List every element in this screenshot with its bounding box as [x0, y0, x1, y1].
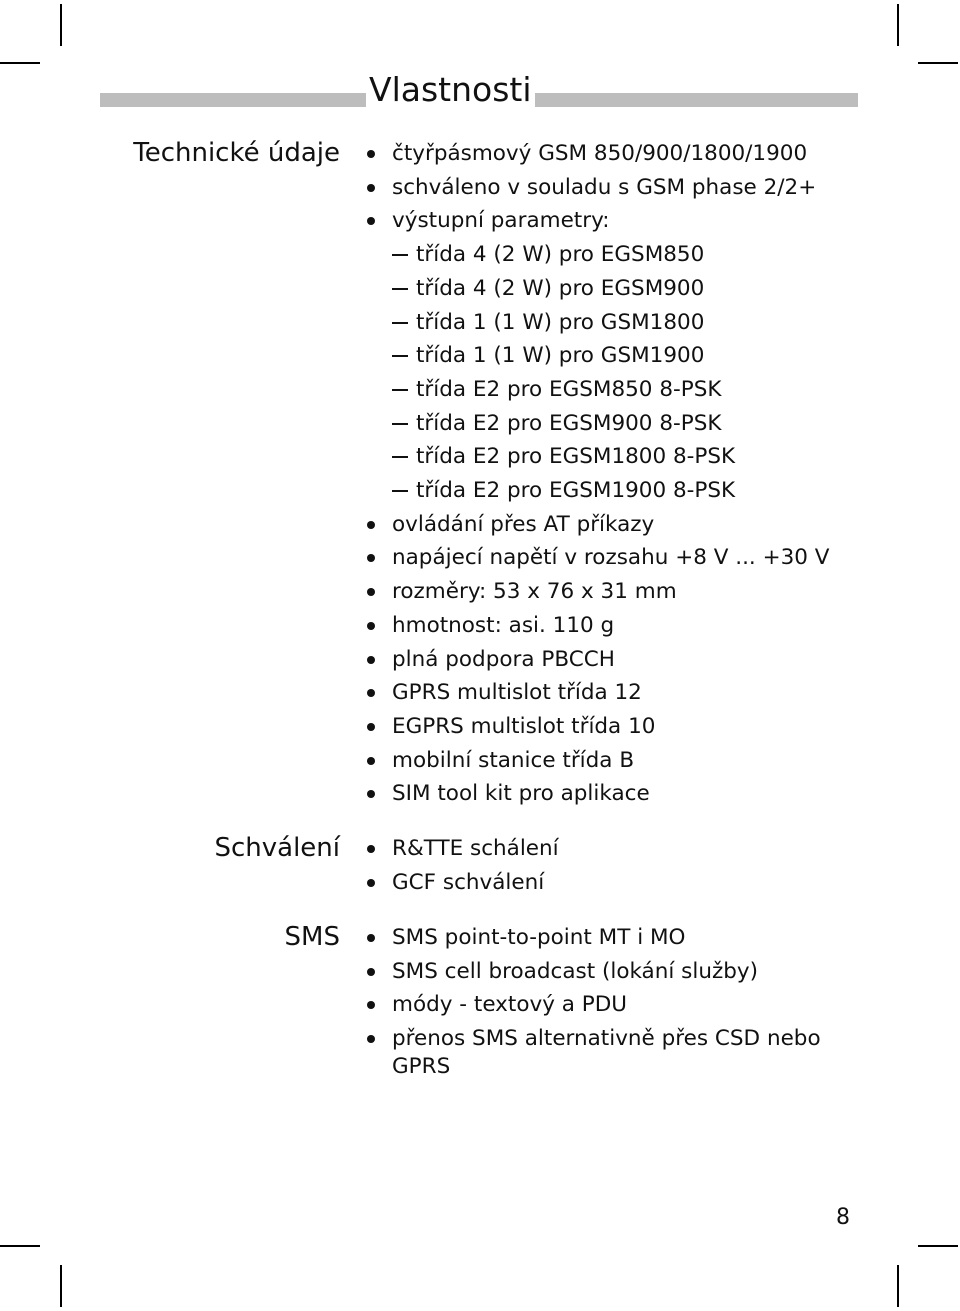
list-item: rozměry: 53 x 76 x 31 mm [362, 575, 842, 609]
sub-list-item: třída 1 (1 W) pro GSM1900 [362, 339, 842, 373]
list-item: napájecí napětí v rozsahu +8 V ... +30 V [362, 541, 842, 575]
crop-mark [918, 1245, 958, 1247]
crop-mark [0, 62, 40, 64]
crop-mark [897, 1265, 899, 1307]
page-title: Vlastnosti [366, 68, 535, 112]
list-item: čtyřpásmový GSM 850/900/1800/1900 [362, 137, 842, 171]
section-label-technical: Technické údaje [133, 138, 340, 168]
sub-list-item: třída 1 (1 W) pro GSM1800 [362, 306, 842, 340]
list-item: SMS cell broadcast (lokání služby) [362, 955, 842, 989]
sub-list-item: třída E2 pro EGSM900 8-PSK [362, 407, 842, 441]
page-number: 8 [836, 1205, 850, 1230]
list-item: GPRS multislot třída 12 [362, 676, 842, 710]
section-label-approval: Schválení [214, 833, 340, 863]
list-item: výstupní parametry: [362, 204, 842, 238]
list-item: SMS point-to-point MT i MO [362, 921, 842, 955]
approval-list [362, 832, 842, 899]
list-item: mobilní stanice třída B [362, 744, 842, 778]
crop-mark [60, 1265, 62, 1307]
sms-list [362, 921, 842, 1081]
list-item: GCF schválení [362, 866, 842, 900]
list-item: přenos SMS alternativně přes CSD nebo GPRS [362, 1022, 842, 1081]
list-item: R&TTE schálení [362, 832, 842, 866]
crop-mark [60, 4, 62, 46]
list-item: módy - textový a PDU [362, 988, 842, 1022]
sub-list-item: třída 4 (2 W) pro EGSM900 [362, 272, 842, 306]
sub-list-item: třída E2 pro EGSM850 8-PSK [362, 373, 842, 407]
crop-mark [897, 4, 899, 46]
list-item: plná podpora PBCCH [362, 643, 842, 677]
technical-specs-list [362, 137, 842, 811]
sub-list-item: třída E2 pro EGSM1900 8-PSK [362, 474, 842, 508]
sub-list-item: třída E2 pro EGSM1800 8-PSK [362, 440, 842, 474]
list-item: hmotnost: asi. 110 g [362, 609, 842, 643]
list-item: ovládání přes AT příkazy [362, 508, 842, 542]
list-item: EGPRS multislot třída 10 [362, 710, 842, 744]
list-item: SIM tool kit pro aplikace [362, 777, 842, 811]
list-item: schváleno v souladu s GSM phase 2/2+ [362, 171, 842, 205]
crop-mark [918, 62, 958, 64]
section-label-sms: SMS [284, 922, 340, 952]
sub-list-item: třída 4 (2 W) pro EGSM850 [362, 238, 842, 272]
crop-mark [0, 1245, 40, 1247]
